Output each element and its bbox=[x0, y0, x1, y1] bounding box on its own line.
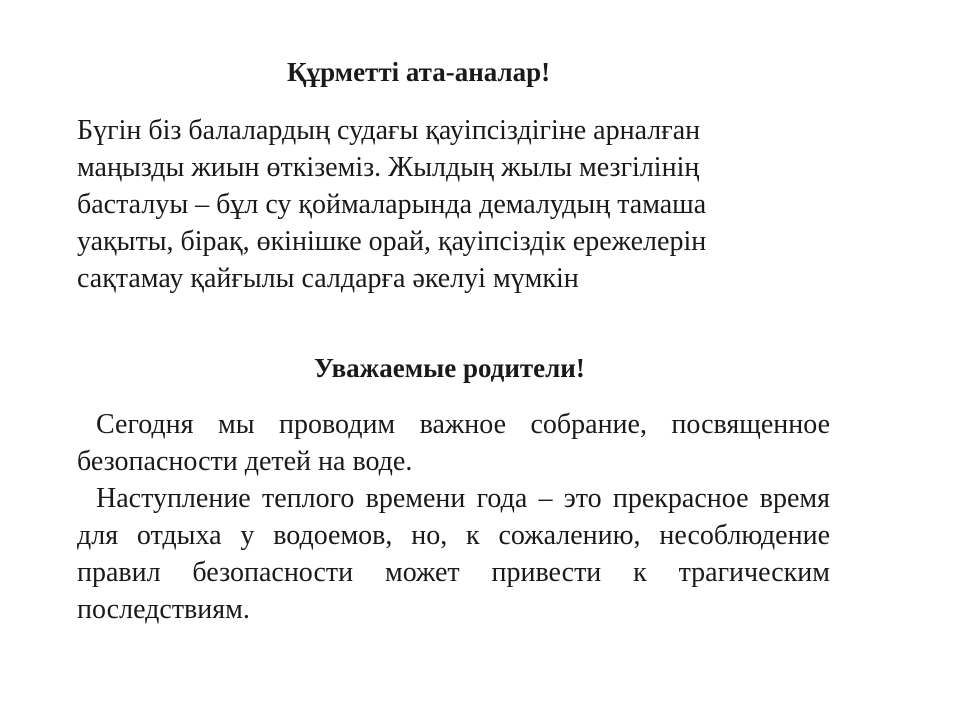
kazakh-paragraph bbox=[77, 112, 830, 297]
kazakh-heading: Құрметті ата-аналар! bbox=[287, 57, 551, 87]
kazakh-line: басталуы – бұл су қоймаларында демалудың тамаша bbox=[77, 189, 707, 220]
russian-heading: Уважаемые родители! bbox=[314, 353, 585, 383]
kazakh-line: Бүгін біз балалардың судағы қауіпсіздігіне арналған bbox=[77, 115, 701, 146]
kazakh-line: сақтамау қайғылы салдарға әкелуі мүмкін bbox=[77, 263, 579, 294]
russian-paragraph: Наступление теплого времени года – это прекрасное время для отдыха у водоемов, но, к сожалению, несоблюдение правил безопасности может привести к трагическим последствиям. bbox=[77, 483, 830, 625]
russian-paragraph: Сегодня мы проводим важное собрание, посвященное безопасности детей на воде. bbox=[77, 409, 830, 477]
kazakh-line: уақыты, бірақ, өкінішке орай, қауіпсіздік ережелерін bbox=[77, 226, 707, 257]
kazakh-line: маңызды жиын өткіземіз. Жылдың жылы мезгілінің bbox=[77, 152, 700, 183]
russian-text bbox=[77, 406, 830, 628]
